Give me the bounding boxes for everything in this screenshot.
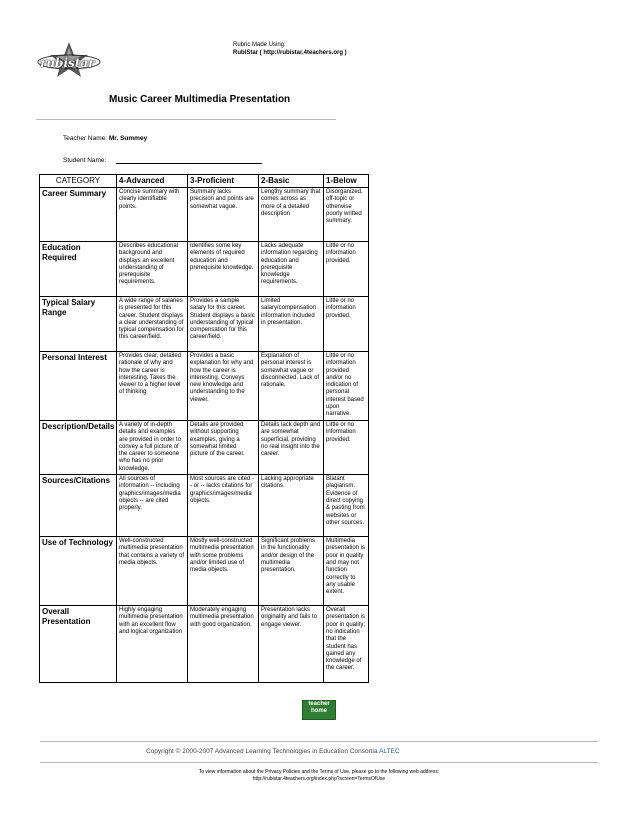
divider (40, 762, 598, 763)
made-using-note (233, 41, 347, 57)
column-header: 3-Proficient (188, 175, 259, 188)
table-cell: Lacks adequate information regarding education and prerequisite knowledge requirements. (259, 242, 324, 297)
table-cell: Concise summary with clearly identifiable points. (117, 188, 188, 242)
table-cell: Limited salary/compensation information included in presentation. (259, 297, 324, 352)
table-cell: Blatant plagiarism. Evidence of direct copying & pasting from websites or other sources. (324, 475, 369, 537)
table-cell: Little or no information provided. (324, 297, 369, 352)
row-category: Overall Presentation (40, 606, 117, 683)
table-cell: Multimedia presentation is poor in quality and may not function correctly to any usable extent. (324, 537, 369, 606)
copyright-note (146, 748, 400, 755)
table-row (40, 188, 369, 242)
teacher-name: Mr. Summey (108, 135, 148, 142)
student-label: Student Name: (63, 157, 107, 164)
teacher-label: Teacher Name: (63, 135, 108, 142)
terms-url[interactable]: http://rubistar.4teachers.org/index.php?screen=TermsOfUse (252, 776, 386, 782)
teacher-name-line (63, 135, 147, 142)
table-cell: All sources of information -- including graphics/images/media objects -- are cited properly. (117, 475, 188, 537)
table-row (40, 297, 369, 352)
table-row (40, 606, 369, 683)
table-cell: Presentation lacks originality and fails to engage viewer. (259, 606, 324, 683)
table-cell: Well-constructed multimedia presentation that contains a variety of media objects. (117, 537, 188, 606)
privacy-footer (0, 769, 638, 783)
table-cell: A wide range of salaries is presented for this career. Student displays a clear understanding of typical compensation for this career/field. (117, 297, 188, 352)
table-row (40, 242, 369, 297)
made-using-label: Rubric Made Using: (233, 42, 286, 48)
table-cell: Describes educational background and displays an excellent understanding of prerequisite requirements. (117, 242, 188, 297)
row-category: Description/Details (40, 421, 117, 475)
divider (36, 119, 336, 120)
table-cell: Explanation of personal interest is somewhat vague or disconnected. Lack of rationale. (259, 352, 324, 421)
row-category: Career Summary (40, 188, 117, 242)
table-cell: Little or no information provided and/or no indication of personal interest based upon narrative. (324, 352, 369, 421)
table-row (40, 475, 369, 537)
table-cell: Most sources are cited -- or -- lacks citations for graphics/images/media objects. (188, 475, 259, 537)
table-cell: Provides clear, detailed rationale of why and how the career is interesting. Takes the viewer to a higher level of thinking (117, 352, 188, 421)
row-category: Sources/Citations (40, 475, 117, 537)
rubistar-logo (36, 40, 102, 84)
table-cell: A variety of in-depth details and examples are provided in order to convey a full picture of the career to someone who has no prior knowledge. (117, 421, 188, 475)
table-header-row (40, 175, 369, 188)
logo-text: rubistar (40, 56, 95, 70)
column-header: 4-Advanced (117, 175, 188, 188)
column-header: 1-Below (324, 175, 369, 188)
column-header: CATEGORY (40, 175, 117, 188)
table-cell: Highly engaging multimedia presentation with an excellent flow and logical organization (117, 606, 188, 683)
table-row (40, 352, 369, 421)
row-category: Use of Technology (40, 537, 117, 606)
table-cell: Little or no information provided. (324, 421, 369, 475)
student-name-blank (116, 163, 262, 164)
teacher-home-line1: teacher (308, 701, 330, 707)
teacher-home-link[interactable] (302, 700, 336, 720)
table-cell: Disorganized, off-topic or otherwise poorly writted summary. (324, 188, 369, 242)
altec-link[interactable]: ALTEC (379, 748, 400, 755)
table-cell: Moderately engaging multimedia presentation with good organization. (188, 606, 259, 683)
rubric-table (39, 174, 369, 683)
table-cell: Little or no information provided. (324, 242, 369, 297)
table-row (40, 537, 369, 606)
rubistar-url[interactable]: RubiStar ( http://rubistar.4teachers.org ) (233, 50, 347, 56)
table-cell: Provides a basic explanation for why and how the career is interesting. Conveys new knowledge and understanding to the viewer. (188, 352, 259, 421)
divider (40, 741, 598, 742)
privacy-text: To view information about the Privacy Policies and the Terms of Use, please go to the following web address: (198, 769, 440, 775)
table-cell: Overall presentation is poor in quality; no indication that the student has gained any knowledge of the career. (324, 606, 369, 683)
column-header: 2-Basic (259, 175, 324, 188)
row-category: Typical Salary Range (40, 297, 117, 352)
copyright-text: Copyright © 2000-2007 Advanced Learning Technologies in Education Consortia (146, 748, 378, 755)
table-cell: Provides a sample salary for this career. Student displays a basic understanding of typical compensation for this career/field. (188, 297, 259, 352)
table-row (40, 421, 369, 475)
teacher-home-line2: home (310, 708, 327, 714)
table-cell: Details are provided without supporting examples, giving a somewhat limited picture of the career. (188, 421, 259, 475)
table-cell: Lengthy summary that comes across as more of a detailed description (259, 188, 324, 242)
table-cell: Lacking appropriate citations. (259, 475, 324, 537)
table-cell: Mostly well-constructed multimedia presentation with some problems and/or limited use of media objects. (188, 537, 259, 606)
page-title: Music Career Multimedia Presentation (109, 94, 291, 105)
table-cell: Details lack depth and are somewhat superficial, providing no real insight into the career. (259, 421, 324, 475)
table-cell: Summary lacks precision and points are somewhat vague. (188, 188, 259, 242)
row-category: Education Required (40, 242, 117, 297)
row-category: Personal Interest (40, 352, 117, 421)
table-cell: Significant problems in the functionality and/or design of the multimedia presentation. (259, 537, 324, 606)
table-cell: Identifies some key elements of required education and prerequisite knowledge. (188, 242, 259, 297)
